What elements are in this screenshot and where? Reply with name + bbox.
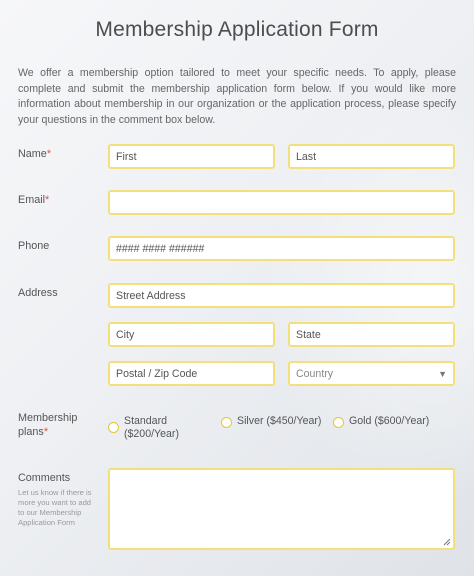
required-mark: * xyxy=(46,148,52,160)
country-select[interactable] xyxy=(288,361,455,386)
city-input[interactable] xyxy=(108,322,275,347)
last-name-input[interactable] xyxy=(288,144,455,169)
membership-plans-label-group xyxy=(18,411,77,439)
address-label: Address xyxy=(18,287,58,299)
name-label: Name xyxy=(18,148,47,160)
plan-option-standard-label-line1: Standard xyxy=(124,415,167,427)
plan-option-gold[interactable] xyxy=(333,415,429,428)
zip-code-input[interactable] xyxy=(108,361,275,386)
radio-circle-icon[interactable] xyxy=(221,417,232,428)
plan-option-standard-label-line2: ($200/Year) xyxy=(124,428,179,440)
comments-textarea[interactable] xyxy=(108,468,455,550)
radio-circle-icon[interactable] xyxy=(333,417,344,428)
email-label: Email xyxy=(18,194,45,206)
plan-option-standard-label xyxy=(124,415,179,441)
state-placeholder: State xyxy=(296,328,321,341)
street-address-placeholder: Street Address xyxy=(116,289,186,302)
country-selected-value: Country xyxy=(296,367,334,380)
radio-circle-icon[interactable] xyxy=(108,422,119,433)
chevron-down-icon: ▼ xyxy=(438,368,447,379)
comments-hint: Let us know if there is more you want to add to our Membership Application Form xyxy=(18,488,92,527)
membership-plans-label-line2: plans xyxy=(18,426,44,438)
email-label-group xyxy=(18,194,49,206)
zip-code-placeholder: Postal / Zip Code xyxy=(116,367,198,380)
first-name-placeholder: First xyxy=(116,150,137,163)
resize-handle-icon[interactable] xyxy=(443,538,451,546)
plan-option-silver[interactable] xyxy=(221,415,321,428)
name-label-group xyxy=(18,148,51,160)
street-address-input[interactable] xyxy=(108,283,455,308)
membership-plans-label-line1: Membership xyxy=(18,412,78,424)
first-name-input[interactable] xyxy=(108,144,275,169)
email-input[interactable] xyxy=(108,190,455,215)
comments-label: Comments xyxy=(18,472,71,484)
state-input[interactable] xyxy=(288,322,455,347)
phone-label: Phone xyxy=(18,240,50,252)
page-title: Membership Application Form xyxy=(95,18,379,41)
phone-placeholder: #### #### ###### xyxy=(116,242,205,255)
phone-input[interactable] xyxy=(108,236,455,261)
plan-option-silver-label: Silver ($450/Year) xyxy=(237,415,322,427)
required-mark: * xyxy=(43,426,49,438)
intro-text: We offer a membership option tailored to meet your specific needs. To apply, please complete and submit the membership application form below. If you would like more information about membership in our organization or the application process, please specify your questions in the comment box below. xyxy=(18,67,456,126)
plan-option-gold-label: Gold ($600/Year) xyxy=(349,415,430,427)
plan-option-standard[interactable] xyxy=(108,415,179,441)
required-mark: * xyxy=(45,194,50,206)
last-name-placeholder: Last xyxy=(296,150,317,163)
city-placeholder: City xyxy=(116,328,135,341)
